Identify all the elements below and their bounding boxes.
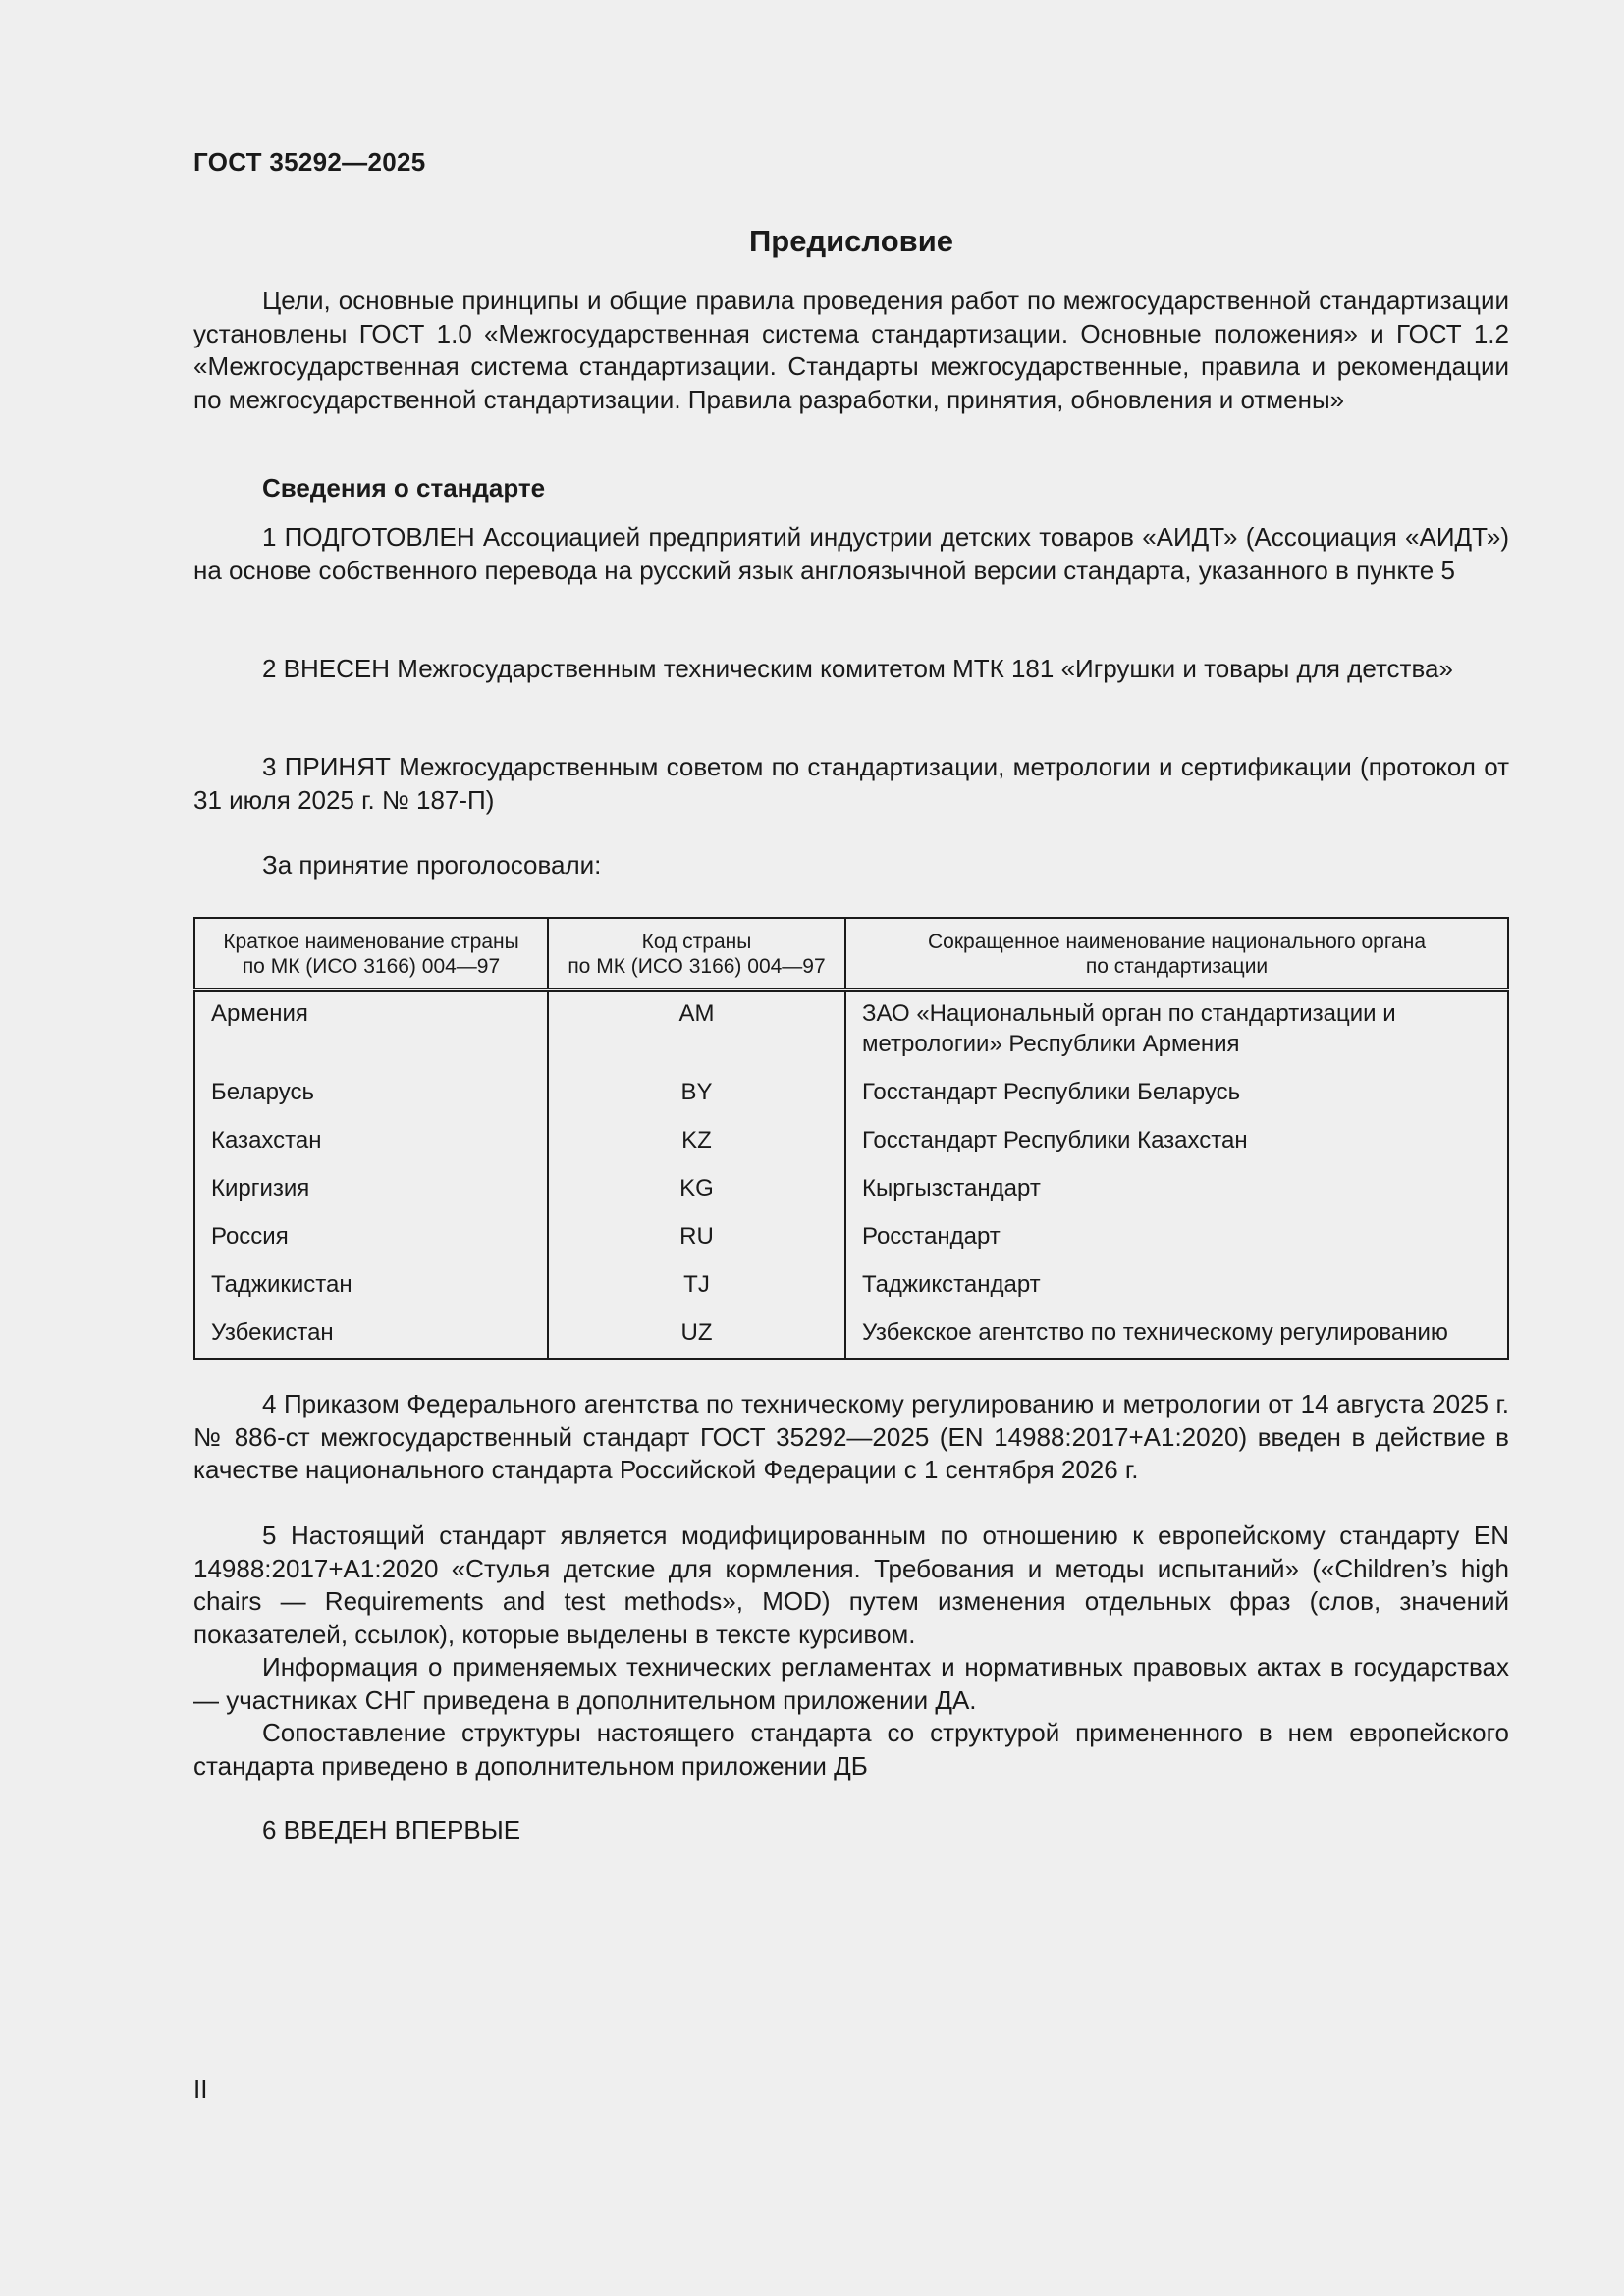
header-country-line1: Краткое наименование страны: [223, 931, 519, 953]
code-cell: KZ: [548, 1117, 845, 1165]
vote-label: За принятие проголосовали:: [262, 850, 602, 880]
country-cell: Казахстан: [194, 1117, 548, 1165]
item-5-text: 5 Настоящий стандарт является модифицированным по отношению к европейскому стандарту EN 14988:2017+A1:2020 «Стулья детские для кормления. Требования и методы испытаний» («Children’s high chairs — Requirements and test methods», MOD) путем изменения отдельных фраз (слов, значений показателей, ссылок), которые выделены в тексте курсивом.: [193, 1521, 1509, 1649]
page-title: Предисловие: [748, 224, 953, 258]
item-3: [193, 751, 1509, 817]
header-body: [845, 918, 1508, 990]
body-cell: Госстандарт Республики Беларусь: [845, 1069, 1508, 1117]
country-cell: Россия: [194, 1213, 548, 1261]
body-cell: Кыргызстандарт: [845, 1165, 1508, 1213]
document-code: ГОСТ 35292—2025: [193, 147, 426, 177]
item-5-structure-text: Сопоставление структуры настоящего стандарта со структурой примененного в нем европейского стандарта приведено в дополнительном приложении ДБ: [193, 1718, 1509, 1781]
item-1-text: 1 ПОДГОТОВЛЕН Ассоциацией предприятий индустрии детских товаров «АИДТ» (Ассоциация «АИДТ») на основе собственного перевода на русский язык англоязычной версии стандарта, указанного в пункте 5: [193, 522, 1509, 585]
table-row: [194, 1117, 1508, 1165]
table-row: [194, 1069, 1508, 1117]
code-cell: KG: [548, 1165, 845, 1213]
item-2-text: 2 ВНЕСЕН Межгосударственным техническим комитетом МТК 181 «Игрушки и товары для детства»: [262, 654, 1453, 683]
country-cell: Узбекистан: [194, 1309, 548, 1359]
body-cell: Росстандарт: [845, 1213, 1508, 1261]
body-cell: Госстандарт Республики Казахстан: [845, 1117, 1508, 1165]
intro-text: Цели, основные принципы и общие правила проведения работ по межгосударственной стандартизации установлены ГОСТ 1.0 «Межгосударственная система стандартизации. Основные положения» и ГОСТ 1.2 «Межгосударственная система стандартизации. Стандарты межгосударственные, правила и рекомендации по межгосударственной стандартизации. Правила разработки, принятия, обновления и отмены»: [193, 286, 1509, 414]
page-number: II: [193, 2074, 208, 2104]
body-cell: ЗАО «Национальный орган по стандартизации и метрологии» Республики Армения: [845, 990, 1508, 1070]
code-cell: UZ: [548, 1309, 845, 1359]
country-cell: Киргизия: [194, 1165, 548, 1213]
item-1: [193, 521, 1509, 587]
item-3-text: 3 ПРИНЯТ Межгосударственным советом по стандартизации, метрологии и сертификации (протокол от 31 июля 2025 г. № 187-П): [193, 752, 1509, 815]
country-cell: Армения: [194, 990, 548, 1070]
header-code-line2: по МК (ИСО 3166) 004—97: [568, 955, 826, 978]
header-body-line1: Сокращенное наименование национального органа: [927, 931, 1427, 953]
document-page: [193, 0, 1509, 2296]
member-states-table: [193, 917, 1509, 1360]
table-row: [194, 990, 1508, 1070]
item-5-regulations-text: Информация о применяемых технических регламентах и нормативных правовых актах в государствах — участниках СНГ приведена в дополнительном приложении ДА.: [193, 1652, 1509, 1715]
item-4-text: 4 Приказом Федерального агентства по техническому регулированию и метрологии от 14 августа 2025 г. № 886-ст межгосударственный стандарт ГОСТ 35292—2025 (EN 14988:2017+A1:2020) введен в действие в качестве национального стандарта Российской Федерации с 1 сентября 2026 г.: [193, 1389, 1509, 1484]
code-cell: RU: [548, 1213, 845, 1261]
item-6: [193, 1814, 1509, 1847]
intro-paragraph: [193, 285, 1509, 416]
header-country-line2: по МК (ИСО 3166) 004—97: [242, 955, 501, 978]
header-code-line1: Код страны: [641, 931, 752, 953]
header-code: [548, 918, 845, 990]
header-body-line2: по стандартизации: [1085, 955, 1269, 978]
table-row: [194, 1213, 1508, 1261]
table-row: [194, 1309, 1508, 1359]
country-cell: Беларусь: [194, 1069, 548, 1117]
body-cell: Узбекское агентство по техническому регулированию: [845, 1309, 1508, 1359]
table-header-row: [194, 918, 1508, 990]
item-2: [193, 653, 1509, 686]
item-6-text: 6 ВВЕДЕН ВПЕРВЫЕ: [262, 1815, 521, 1844]
body-cell: Таджикстандарт: [845, 1261, 1508, 1309]
code-cell: BY: [548, 1069, 845, 1117]
table-row: [194, 1165, 1508, 1213]
info-heading: Сведения о стандарте: [262, 473, 546, 503]
country-cell: Таджикистан: [194, 1261, 548, 1309]
item-4: [193, 1388, 1509, 1487]
code-cell: AM: [548, 990, 845, 1070]
table-row: [194, 1261, 1508, 1309]
header-country: [194, 918, 548, 990]
item-5: [193, 1520, 1509, 1783]
code-cell: TJ: [548, 1261, 845, 1309]
